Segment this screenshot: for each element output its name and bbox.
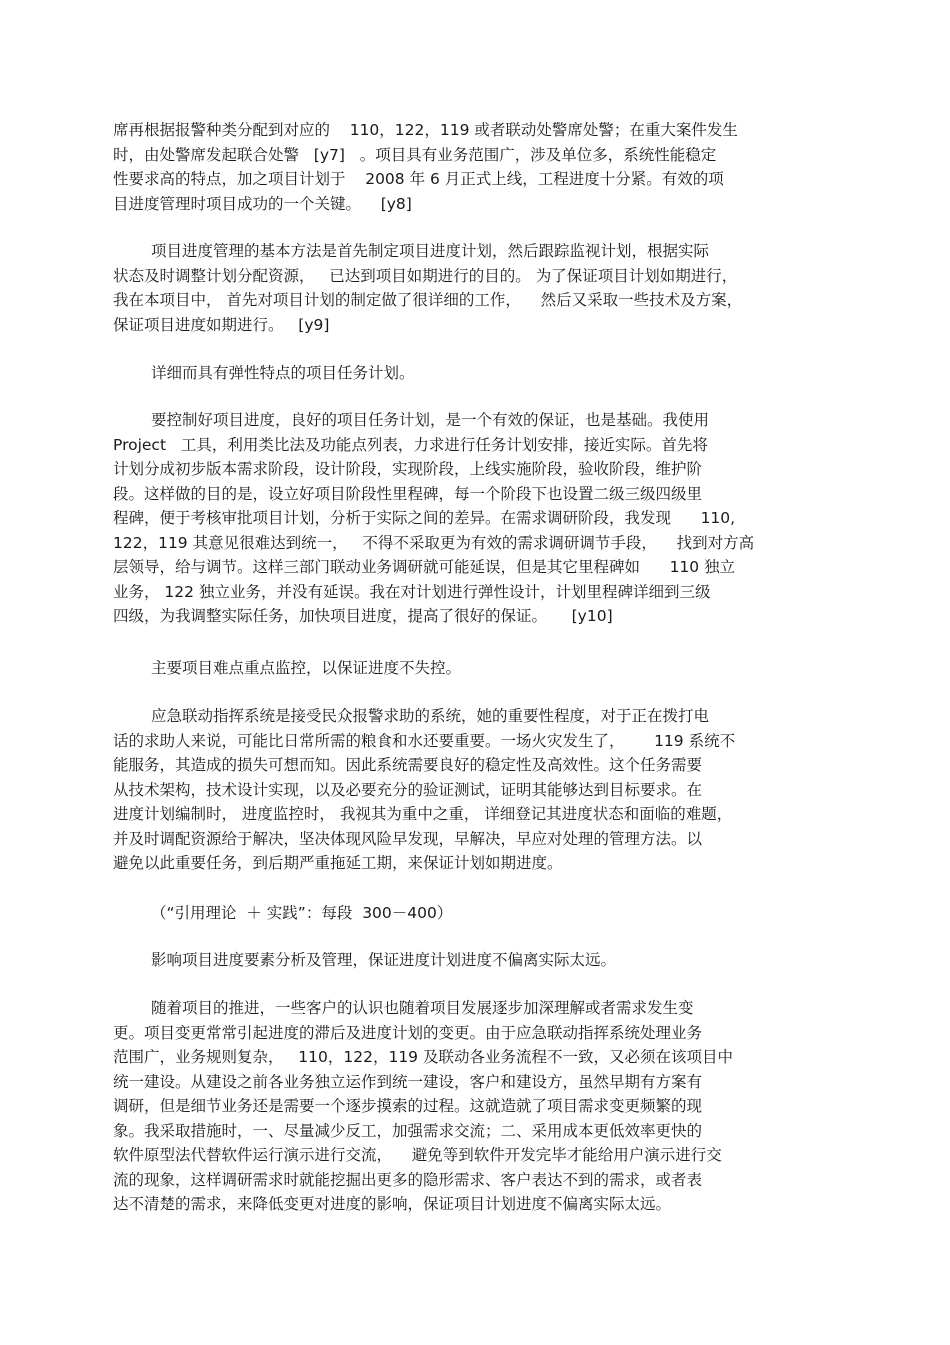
text-line: 范围广，业务规则复杂， 110，122，119 及联动各业务流程不一致，又必须在该项目中 xyxy=(113,1048,733,1066)
text-line: 时，由处警席发起联合处警 [y7] 。项目具有业务范围广，涉及单位多，系统性能稳定 xyxy=(113,145,717,164)
paragraph-1 xyxy=(113,118,843,216)
text-line: 应急联动指挥系统是接受民众报警求助的系统，她的重要性程度，对于正在拨打电 xyxy=(151,707,710,725)
text-line: 层领导，给与调节。这样三部门联动业务调研就可能延误，但是其它里程碑如 110 独立 xyxy=(113,558,736,576)
text-line: 象。我采取措施时，一、尽量减少反工，加强需求交流；二、采用成本更低效率更快的 xyxy=(113,1121,703,1140)
text-line: 状态及时调整计划分配资源， 已达到项目如期进行的目的。 为了保证项目计划如期进行， xyxy=(113,266,738,285)
text-line: 计划分成初步版本需求阶段，设计阶段，实现阶段，上线实施阶段，验收阶段，维护阶 xyxy=(113,460,703,478)
text-line: 话的求助人来说，可能比日常所需的粮食和水还要重要。一场火灾发生了， 119 系统不 xyxy=(113,731,736,750)
text-line: 更。项目变更常常引起进度的滞后及进度计划的变更。由于应急联动指挥系统处理业务 xyxy=(113,1023,703,1042)
text-line: 项目进度管理的基本方法是首先制定项目进度计划，然后跟踪监视计划，根据实际 xyxy=(151,242,710,260)
text-line: 随着项目的推进，一些客户的认识也随着项目发展逐步加深理解或者需求发生变 xyxy=(151,999,694,1017)
text-line: 段。这样做的目的是，设立好项目阶段性里程碑，每一个阶段下也设置二级三级四级里 xyxy=(113,484,703,503)
text-line: 调研，但是细节业务还是需要一个逐步摸索的过程。这就造就了项目需求变更频繁的现 xyxy=(113,1097,703,1115)
text-line: 保证项目进度如期进行。 [y9] xyxy=(113,315,330,334)
text-line: 要控制好项目进度，良好的项目任务计划，是一个有效的保证，也是基础。我使用 xyxy=(151,411,710,429)
paragraph-2 xyxy=(113,239,843,337)
text-line: 详细而具有弹性特点的项目任务计划。 xyxy=(151,364,415,382)
text-line: 避免以此重要任务，到后期严重拖延工期，来保证计划如期进度。 xyxy=(113,854,563,872)
text-line: 四级，为我调整实际任务，加快项目进度，提高了很好的保证。 [y10] xyxy=(113,607,613,625)
paragraph-3 xyxy=(113,408,843,629)
text-line: 流的现象，这样调研需求时就能挖掘出更多的隐形需求、客户表达不到的需求，或者表 xyxy=(113,1170,703,1189)
text-line: Project 工具，利用类比法及功能点列表，力求进行任务计划安排，接近实际。首先将 xyxy=(113,435,708,454)
text-line: 目进度管理时项目成功的一个关键。 [y8] xyxy=(113,194,412,213)
section-heading-key-monitoring xyxy=(113,656,843,681)
paragraph-4 xyxy=(113,704,843,876)
text-line: 我在本项目中， 首先对项目计划的制定做了很详细的工作， 然后又采取一些技术及方案， xyxy=(113,291,743,309)
text-line: 122，119 其意见很难达到统一， 不得不采取更为有效的需求调研调节手段， 找到对方高 xyxy=(113,533,755,552)
text-line: （“引用理论 ＋ 实践”：每段 300－400） xyxy=(151,904,453,922)
section-heading-schedule-factors xyxy=(113,948,843,973)
text-line: 能服务，其造成的损失可想而知。因此系统需要良好的稳定性及高效性。这个任务需要 xyxy=(113,756,703,774)
text-line: 影响项目进度要素分析及管理，保证进度计划进度不偏离实际太远。 xyxy=(151,951,617,969)
text-line: 并及时调配资源给于解决，坚决体现风险早发现，早解决，早应对处理的管理方法。以 xyxy=(113,829,703,848)
text-line: 统一建设。从建设之前各业务独立运作到统一建设，客户和建设方，虽然早期有方案有 xyxy=(113,1072,703,1091)
paragraph-5 xyxy=(113,996,843,1217)
text-line: 软件原型法代替软件运行演示进行交流， 避免等到软件开发完毕才能给用户演示进行交 xyxy=(113,1146,722,1164)
text-line: 席再根据报警种类分配到对应的 110，122，119 或者联动处警席处警；在重大案件发生 xyxy=(113,121,738,139)
text-line: 程碑，便于考核审批项目计划，分析于实际之间的差异。在需求调研阶段，我发现 110, xyxy=(113,509,736,527)
text-line: 达不清楚的需求，来降低变更对进度的影响，保证项目计划进度不偏离实际太远。 xyxy=(113,1195,672,1213)
text-line: 进度计划编制时， 进度监控时， 我视其为重中之重， 详细登记其进度状态和面临的难题， xyxy=(113,805,733,823)
text-line: 主要项目难点重点监控，以保证进度不失控。 xyxy=(151,659,462,677)
text-line: 业务， 122 独立业务，并没有延误。我在对计划进行弹性设计，计划里程碑详细到三级 xyxy=(113,582,711,601)
section-heading-task-plan xyxy=(113,361,843,386)
note-theory-practice xyxy=(113,901,843,926)
text-line: 性要求高的特点，加之项目计划于 2008 年 6 月正式上线，工程进度十分紧。有效的项 xyxy=(113,170,724,188)
text-line: 从技术架构，技术设计实现，以及必要充分的验证测试，证明其能够达到目标要求。在 xyxy=(113,780,703,799)
